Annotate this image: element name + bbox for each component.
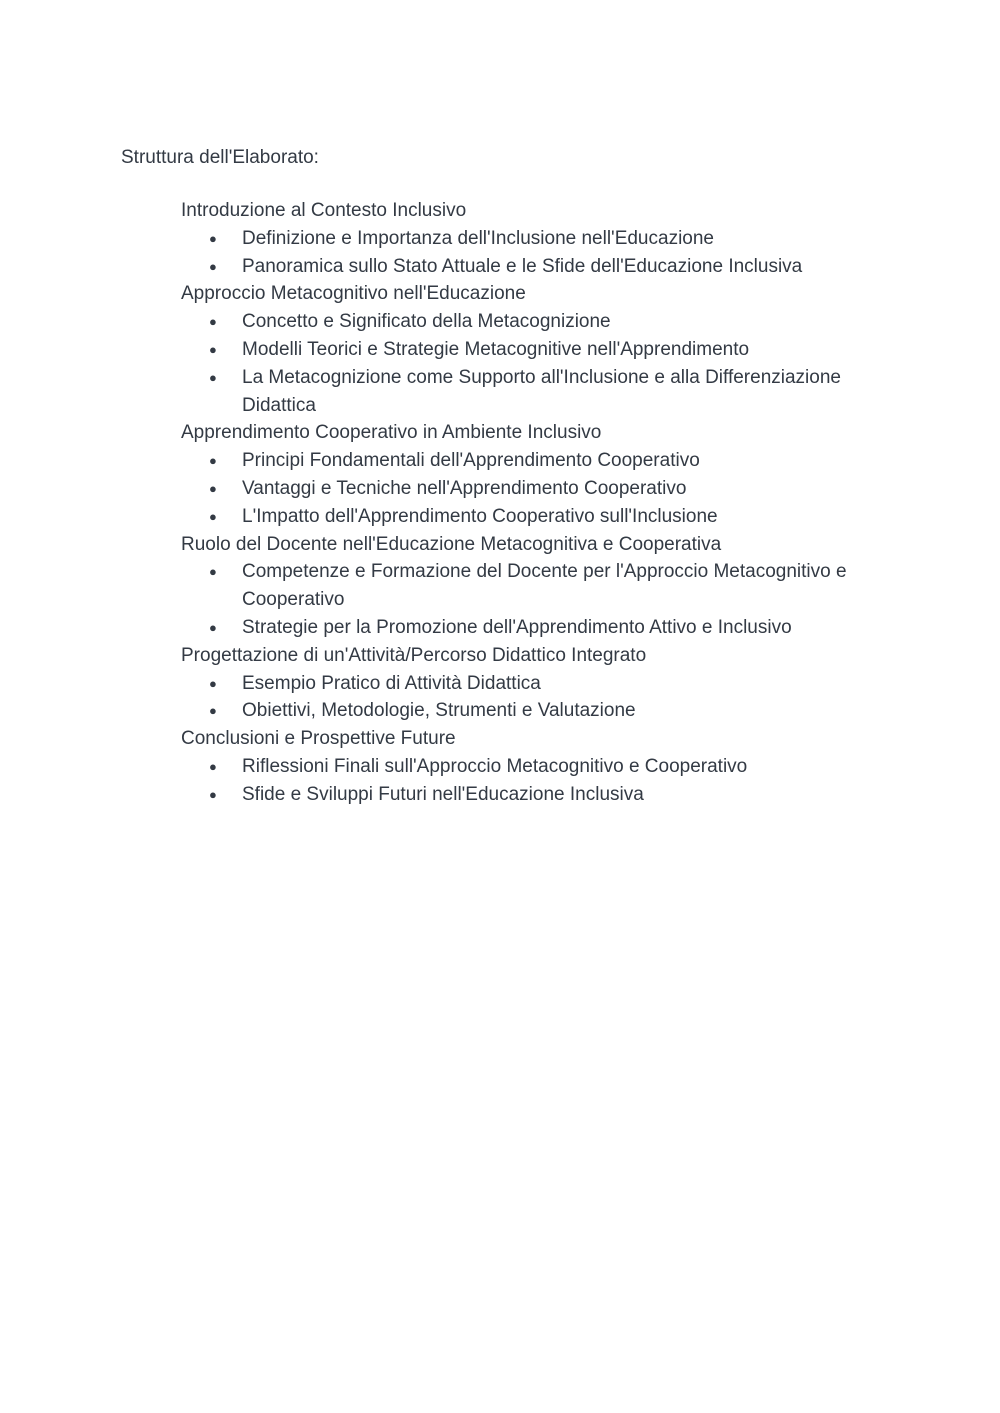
outline-section bbox=[181, 419, 901, 530]
list-item bbox=[181, 447, 901, 475]
bullet-list bbox=[181, 447, 901, 530]
list-item bbox=[181, 781, 901, 809]
list-item-text: L'Impatto dell'Apprendimento Cooperativo sull'Inclusione bbox=[242, 505, 718, 527]
bullet-icon: ● bbox=[209, 564, 217, 580]
list-item bbox=[181, 670, 901, 698]
list-item-text: Panoramica sullo Stato Attuale e le Sfide dell'Educazione Inclusiva bbox=[242, 255, 803, 277]
outline bbox=[181, 197, 901, 809]
outline-section bbox=[181, 725, 901, 808]
document-title: Struttura dell'Elaborato: bbox=[121, 147, 319, 168]
list-item bbox=[181, 697, 901, 725]
bullet-icon: ● bbox=[209, 369, 217, 385]
bullet-icon: ● bbox=[209, 786, 217, 802]
outline-section bbox=[181, 280, 901, 419]
list-item-text: Sfide e Sviluppi Futuri nell'Educazione Inclusiva bbox=[242, 783, 644, 805]
list-item bbox=[181, 753, 901, 781]
list-item-text: Modelli Teorici e Strategie Metacognitive nell'Apprendimento bbox=[242, 338, 750, 360]
section-heading: Progettazione di un'Attività/Percorso Didattico Integrato bbox=[181, 644, 647, 666]
list-item bbox=[181, 336, 901, 364]
outline-section bbox=[181, 197, 901, 280]
bullet-icon: ● bbox=[209, 758, 217, 774]
list-item-text: Strategie per la Promozione dell'Apprendimento Attivo e Inclusivo bbox=[242, 616, 792, 638]
section-heading: Conclusioni e Prospettive Future bbox=[181, 728, 456, 750]
list-item bbox=[181, 558, 901, 614]
bullet-icon: ● bbox=[209, 314, 217, 330]
list-item-text: Principi Fondamentali dell'Apprendimento Cooperativo bbox=[242, 450, 700, 472]
bullet-icon: ● bbox=[209, 619, 217, 635]
list-item bbox=[181, 503, 901, 531]
bullet-list bbox=[181, 308, 901, 419]
bullet-icon: ● bbox=[209, 508, 217, 524]
bullet-list bbox=[181, 753, 901, 809]
section-heading: Approccio Metacognitivo nell'Educazione bbox=[181, 283, 526, 305]
list-item-text: Definizione e Importanza dell'Inclusione nell'Educazione bbox=[242, 227, 714, 249]
list-item-text: Competenze e Formazione del Docente per l'Approccio Metacognitivo e Cooperativo bbox=[242, 561, 847, 611]
list-item bbox=[181, 308, 901, 336]
outline-section bbox=[181, 531, 901, 642]
bullet-icon: ● bbox=[209, 258, 217, 274]
list-item-text: Esempio Pratico di Attività Didattica bbox=[242, 672, 541, 694]
section-heading: Apprendimento Cooperativo in Ambiente Inclusivo bbox=[181, 422, 602, 444]
bullet-icon: ● bbox=[209, 230, 217, 246]
bullet-icon: ● bbox=[209, 453, 217, 469]
list-item bbox=[181, 475, 901, 503]
list-item bbox=[181, 614, 901, 642]
bullet-icon: ● bbox=[209, 341, 217, 357]
bullet-icon: ● bbox=[209, 703, 217, 719]
bullet-list bbox=[181, 670, 901, 726]
list-item-text: Obiettivi, Metodologie, Strumenti e Valutazione bbox=[242, 700, 636, 722]
list-item bbox=[181, 225, 901, 253]
bullet-list bbox=[181, 558, 901, 641]
list-item-text: Vantaggi e Tecniche nell'Apprendimento Cooperativo bbox=[242, 477, 687, 499]
bullet-icon: ● bbox=[209, 675, 217, 691]
list-item bbox=[181, 364, 901, 420]
bullet-list bbox=[181, 225, 901, 281]
list-item bbox=[181, 253, 901, 281]
section-heading: Introduzione al Contesto Inclusivo bbox=[181, 200, 467, 221]
list-item-text: La Metacognizione come Supporto all'Inclusione e alla Differenziazione Didattica bbox=[242, 366, 841, 416]
list-item-text: Riflessioni Finali sull'Approccio Metacognitivo e Cooperativo bbox=[242, 755, 748, 777]
bullet-icon: ● bbox=[209, 480, 217, 496]
outline-section bbox=[181, 642, 901, 725]
section-heading: Ruolo del Docente nell'Educazione Metacognitiva e Cooperativa bbox=[181, 533, 722, 555]
list-item-text: Concetto e Significato della Metacognizione bbox=[242, 311, 611, 333]
